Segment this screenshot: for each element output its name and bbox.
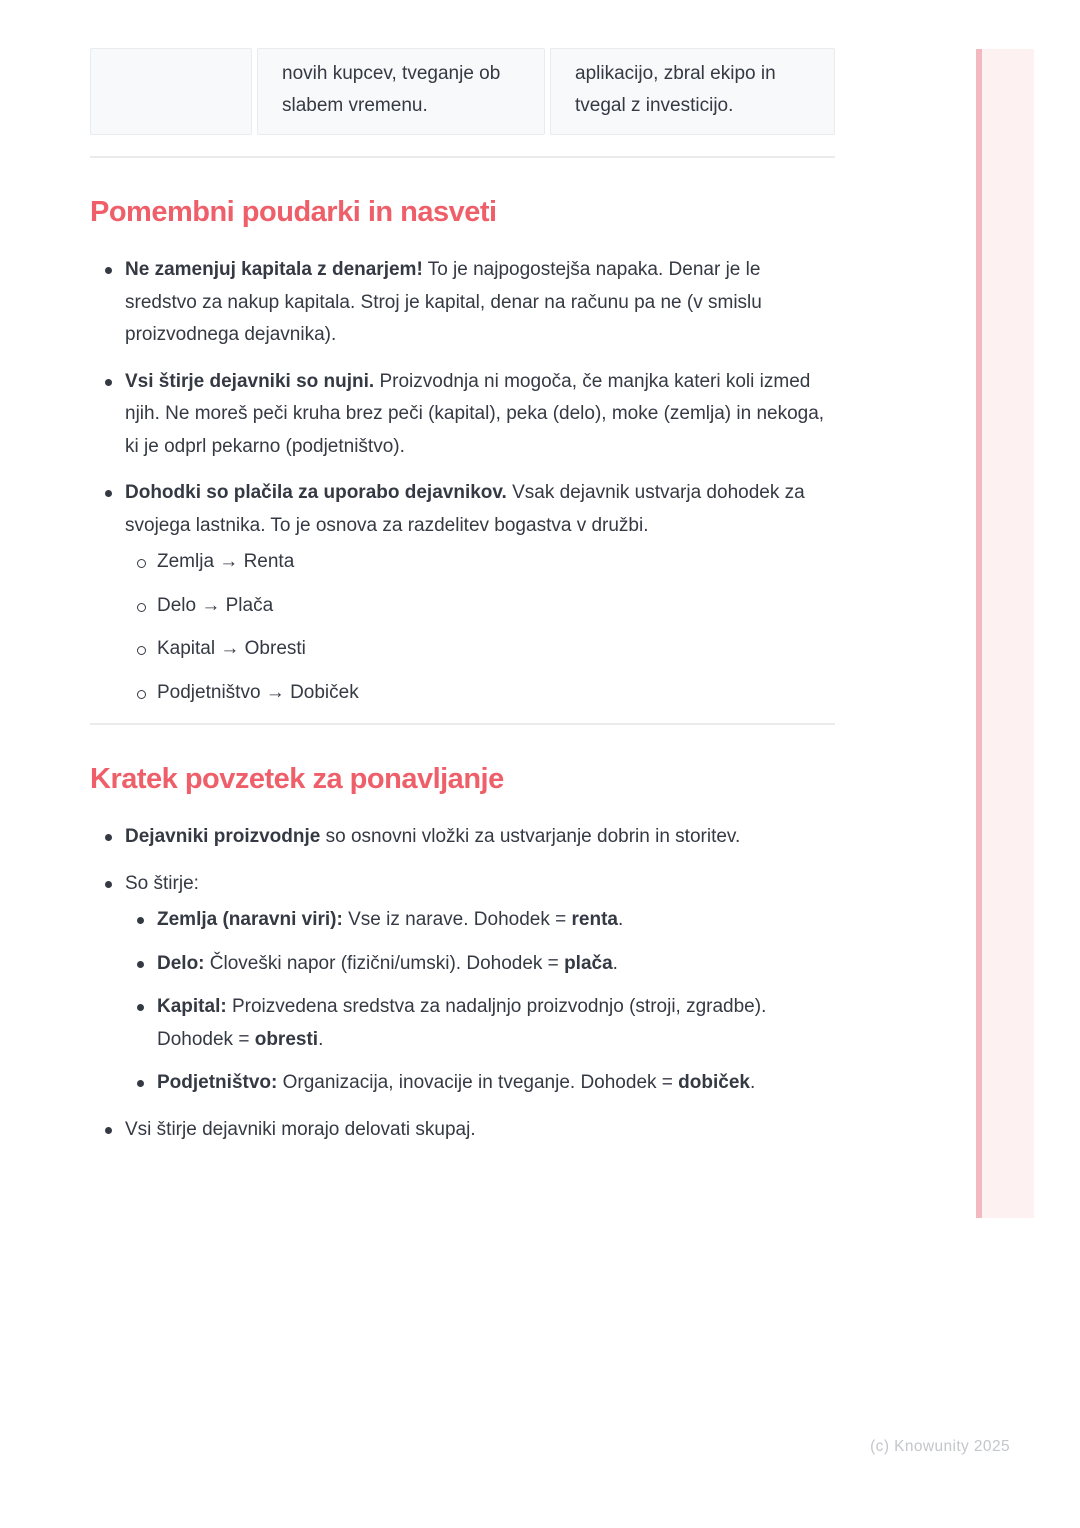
sub-list-factors bbox=[125, 904, 835, 1100]
sub-list-item-text: Podjetništvo: Organizacija, inovacije in tveganje. Dohodek = dobiček. bbox=[157, 1072, 756, 1093]
circle-bullet-icon bbox=[125, 677, 157, 710]
sub-list-item-text: Delo: Človeški napor (fizični/umski). Dohodek = plača. bbox=[157, 952, 618, 974]
sub-list-item-text: Podjetništvo → Dobiček bbox=[157, 681, 359, 703]
section-heading-poudarki: Pomembni poudarki in nasveti bbox=[90, 196, 497, 228]
table-cell-left: novih kupcev, tveganje ob slabem vremenu. bbox=[257, 48, 545, 135]
bullet-list-povzetek bbox=[90, 821, 835, 1146]
copyright-footer: (c) Knowunity 2025 bbox=[870, 1438, 1010, 1455]
bullet-dot-icon bbox=[125, 904, 157, 937]
sub-list-item bbox=[125, 904, 835, 937]
bullet-dot-icon bbox=[125, 991, 157, 1056]
bullet-dot-icon bbox=[90, 1114, 125, 1147]
list-item bbox=[90, 821, 835, 854]
list-item-body bbox=[125, 868, 835, 1100]
list-item-text: Vsi štirje dejavniki so nujni. Proizvodnja ni mogoča, če manjka kateri koli izmed njih. Ne moreš peči kruha brez peči (kapital), peka (delo), moke (zemlja) in nekoga, ki je odprl pekarno (podjetništvo). bbox=[125, 370, 825, 457]
notes-content bbox=[90, 48, 835, 1146]
list-item-text: Dohodki so plačila za uporabo dejavnikov. Vsak dejavnik ustvarja dohodek za svojega lastnika. To je osnova za razdelitev bogastva v družbi. bbox=[125, 482, 805, 536]
sub-list-item bbox=[125, 677, 835, 710]
section-heading-povzetek: Kratek povzetek za ponavljanje bbox=[90, 763, 504, 795]
list-item bbox=[90, 477, 835, 709]
list-item-text: Ne zamenjuj kapitala z denarjem! To je najpogostejša napaka. Denar je le sredstvo za nakup kapitala. Stroj je kapital, denar na računu pa ne (v smislu proizvodnega dejavnika). bbox=[125, 259, 762, 345]
list-item-text: Vsi štirje dejavniki morajo delovati skupaj. bbox=[125, 1118, 476, 1140]
sub-list-item-text: Delo → Plača bbox=[157, 594, 274, 616]
sub-list-item bbox=[125, 948, 835, 981]
sub-list-item bbox=[125, 1067, 835, 1100]
section-divider bbox=[90, 723, 835, 725]
list-item bbox=[90, 868, 835, 1100]
circle-bullet-icon bbox=[125, 590, 157, 623]
sub-list-incomes bbox=[125, 546, 835, 709]
list-item-text: So štirje: bbox=[125, 872, 199, 894]
sub-list-item bbox=[125, 546, 835, 579]
right-accent-ribbon bbox=[976, 49, 1034, 1218]
sub-list-item bbox=[125, 633, 835, 666]
bullet-dot-icon bbox=[90, 254, 125, 352]
bullet-dot-icon bbox=[125, 948, 157, 981]
sub-list-item-text: Kapital → Obresti bbox=[157, 638, 306, 659]
sub-list-item-text: Kapital: Proizvedena sredstva za nadaljnjo proizvodnjo (stroji, zgradbe). Dohodek = obresti. bbox=[157, 996, 767, 1050]
table-cell-empty bbox=[90, 48, 252, 135]
bullet-dot-icon bbox=[90, 366, 125, 464]
bullet-dot-icon bbox=[90, 868, 125, 1100]
sub-list-item-text: Zemlja (naravni viri): Vse iz narave. Dohodek = renta. bbox=[157, 909, 624, 930]
list-item bbox=[90, 366, 835, 464]
list-item-text: Dejavniki proizvodnje so osnovni vložki za ustvarjanje dobrin in storitev. bbox=[125, 826, 741, 847]
list-item bbox=[90, 254, 835, 352]
sub-list-item bbox=[125, 590, 835, 623]
bullet-list-poudarki bbox=[90, 254, 835, 709]
bullet-dot-icon bbox=[90, 477, 125, 709]
bullet-dot-icon bbox=[90, 821, 125, 854]
list-item-body bbox=[125, 477, 835, 709]
sub-list-item-text: Zemlja → Renta bbox=[157, 551, 295, 572]
sub-list-item bbox=[125, 991, 835, 1056]
circle-bullet-icon bbox=[125, 633, 157, 666]
table-cell-right: aplikacijo, zbral ekipo in tvegal z investicijo. bbox=[550, 48, 835, 135]
list-item bbox=[90, 1114, 835, 1147]
bullet-dot-icon bbox=[125, 1067, 157, 1100]
circle-bullet-icon bbox=[125, 546, 157, 579]
section-divider bbox=[90, 156, 835, 158]
table-fragment bbox=[90, 48, 835, 135]
